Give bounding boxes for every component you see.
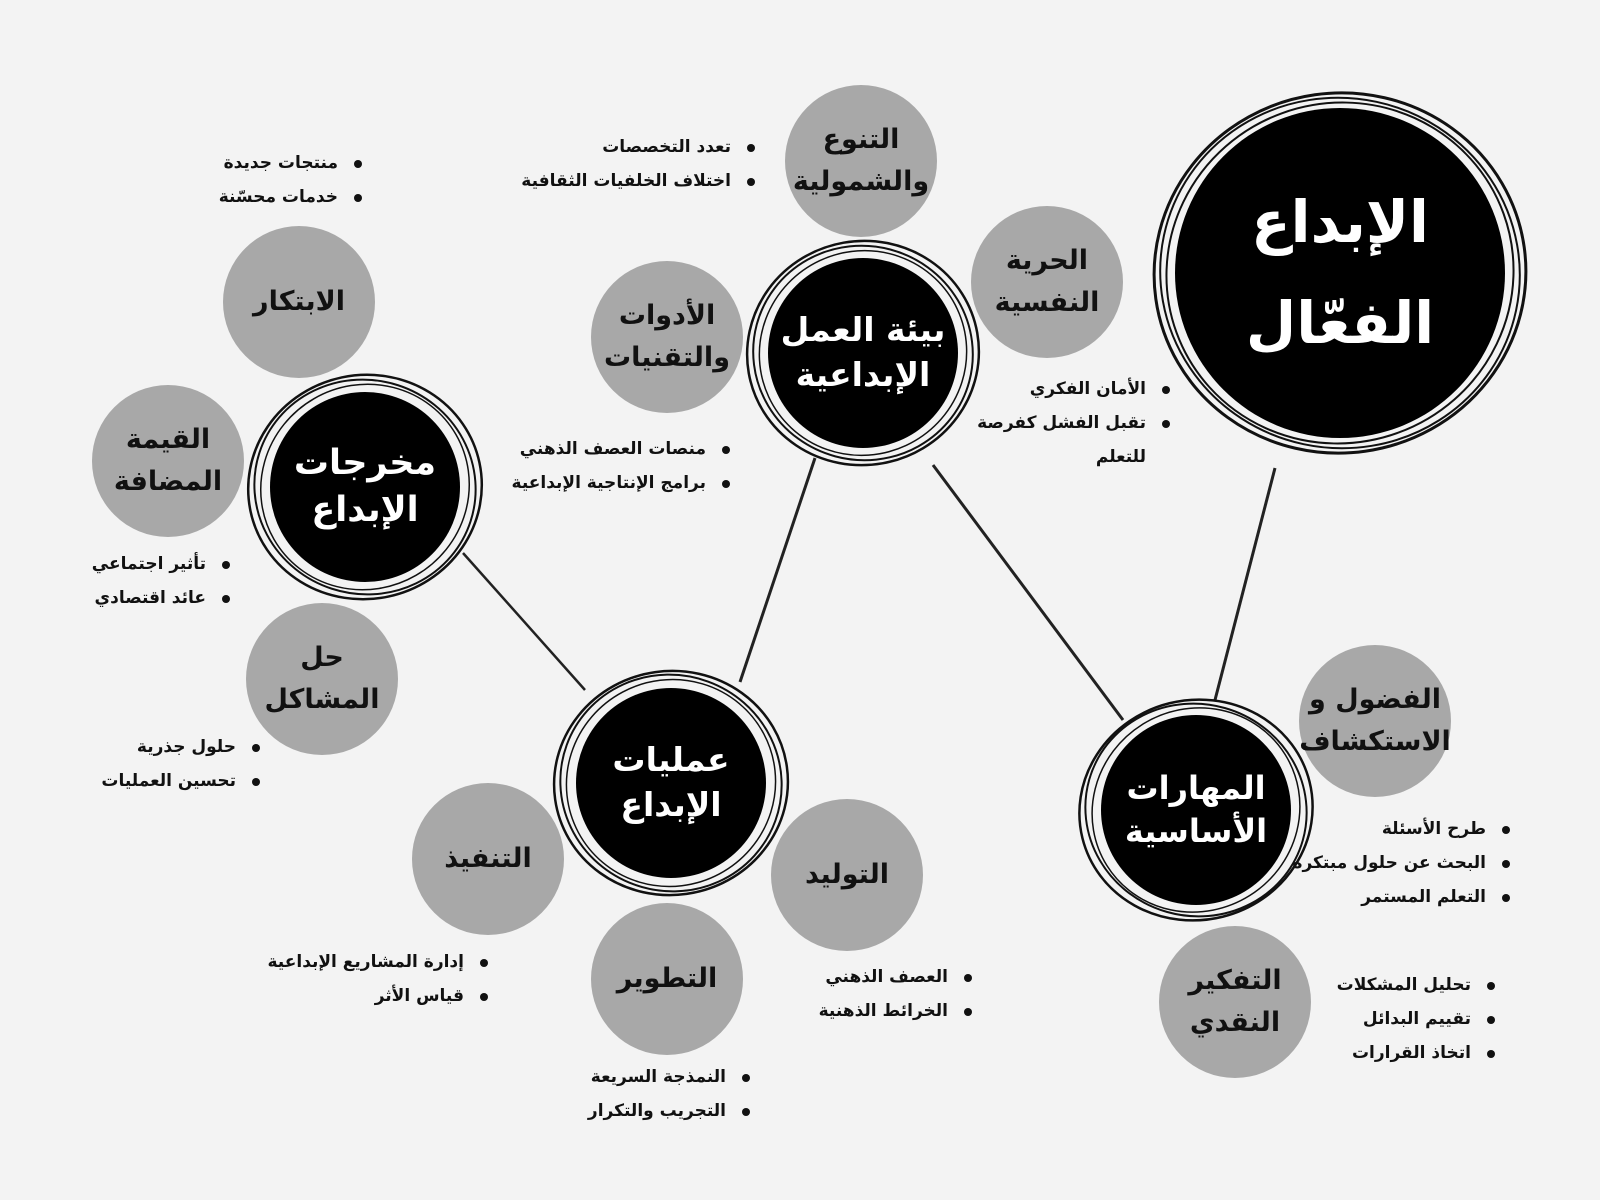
list-item: التجريب والتكرار [588, 1094, 750, 1128]
list-item: طرح الأسئلة [1292, 812, 1510, 846]
hub-creativity-processes [576, 688, 766, 878]
list-item: البحث عن حلول مبتكره [1292, 846, 1510, 880]
list-item: تحليل المشكلات [1337, 968, 1495, 1002]
topic-generation [771, 799, 923, 951]
bullets-psychological-freedom [977, 372, 1170, 474]
list-item: الخرائط الذهنية [819, 994, 972, 1028]
list-item: النمذجة السريعة [588, 1060, 750, 1094]
topic-critical-thinking [1159, 926, 1311, 1078]
list-item: اتخاذ القرارات [1337, 1036, 1495, 1070]
main-title [1246, 172, 1434, 375]
topic-label: الحرية النفسية [994, 245, 1100, 318]
topic-psychological-freedom [971, 206, 1123, 358]
list-item: قياس الأثر [268, 979, 489, 1013]
topic-development [591, 903, 743, 1055]
hub-creativity-outputs [270, 392, 460, 582]
list-item: تحسين العمليات [101, 764, 260, 798]
list-item: منتجات جديدة [219, 146, 362, 180]
bullets-generation [819, 960, 972, 1028]
bullets-innovation [219, 146, 362, 214]
main-title-line1: الإبداع [1251, 187, 1429, 256]
bullets-problem-solving [101, 730, 260, 798]
main-title-circle [1175, 108, 1505, 438]
topic-added-value [92, 385, 244, 537]
list-item: التعلم المستمر [1292, 880, 1510, 914]
topic-label: التطوير [616, 963, 718, 995]
main-title-line2: الفعّال [1245, 289, 1435, 357]
topic-label: التوليد [804, 859, 890, 891]
list-item: تأثير اجتماعي [92, 547, 230, 581]
hub-creative-environment [768, 258, 958, 448]
list-item: حلول جذرية [101, 730, 260, 764]
topic-label: التنوع والشمولية [792, 124, 930, 197]
hub-title-line1: مخرجات [293, 442, 437, 483]
topic-label: التنفيذ [444, 843, 532, 875]
list-item: عائد اقتصادي [92, 581, 230, 615]
topic-label: الابتكار [253, 286, 345, 318]
topic-label: حل المشاكل [264, 642, 380, 715]
hub-essential-skills [1101, 715, 1291, 905]
list-item: الأمان الفكري [977, 372, 1170, 406]
topic-label: القيمة المضافة [113, 424, 223, 497]
bullets-curiosity-exploration [1292, 812, 1510, 914]
topic-diversity [785, 85, 937, 237]
connector-environment-skills [933, 465, 1123, 720]
list-item: اختلاف الخلفيات الثقافية [521, 164, 755, 198]
connector-environment-processes [740, 458, 815, 682]
list-item: خدمات محسّنة [219, 180, 362, 214]
list-item: تعدد التخصصات [521, 130, 755, 164]
list-item: تقييم البدائل [1337, 1002, 1495, 1036]
topic-label: الأدوات والتقنيات [604, 300, 730, 373]
list-item: منصات العصف الذهني [512, 432, 730, 466]
connector-title-skills [1215, 468, 1275, 700]
hub-title-line1: عمليات [612, 740, 730, 780]
bullets-tools-technologies [512, 432, 730, 500]
hub-title-line1: بيئة العمل [780, 310, 946, 350]
hub-title-line2: الإبداع [620, 785, 722, 824]
topic-problem-solving [246, 603, 398, 755]
hub-title-line2: الإبداعية [795, 355, 931, 394]
list-item: برامج الإنتاجية الإبداعية [512, 466, 730, 500]
topic-execution [412, 783, 564, 935]
bullets-critical-thinking [1337, 968, 1495, 1070]
hub-title-line2: الأساسية [1124, 812, 1268, 850]
list-item: إدارة المشاريع الإبداعية [268, 945, 489, 979]
bullets-diversity [521, 130, 755, 198]
topic-label: الفضول و الاستكشاف [1299, 684, 1451, 757]
bullets-development [588, 1060, 750, 1128]
topic-innovation [223, 226, 375, 378]
list-item: العصف الذهني [819, 960, 972, 994]
hub-title-line2: الإبداع [311, 490, 419, 530]
topic-tools-technologies [591, 261, 743, 413]
bullets-added-value [92, 547, 230, 615]
topic-label: التفكير النقدي [1188, 965, 1282, 1038]
list-item: تقبل الفشل كفرصة للتعلم [977, 406, 1170, 474]
hub-title-line1: المهارات [1126, 768, 1266, 807]
topic-curiosity-exploration [1299, 645, 1451, 797]
bullets-execution [268, 945, 489, 1013]
